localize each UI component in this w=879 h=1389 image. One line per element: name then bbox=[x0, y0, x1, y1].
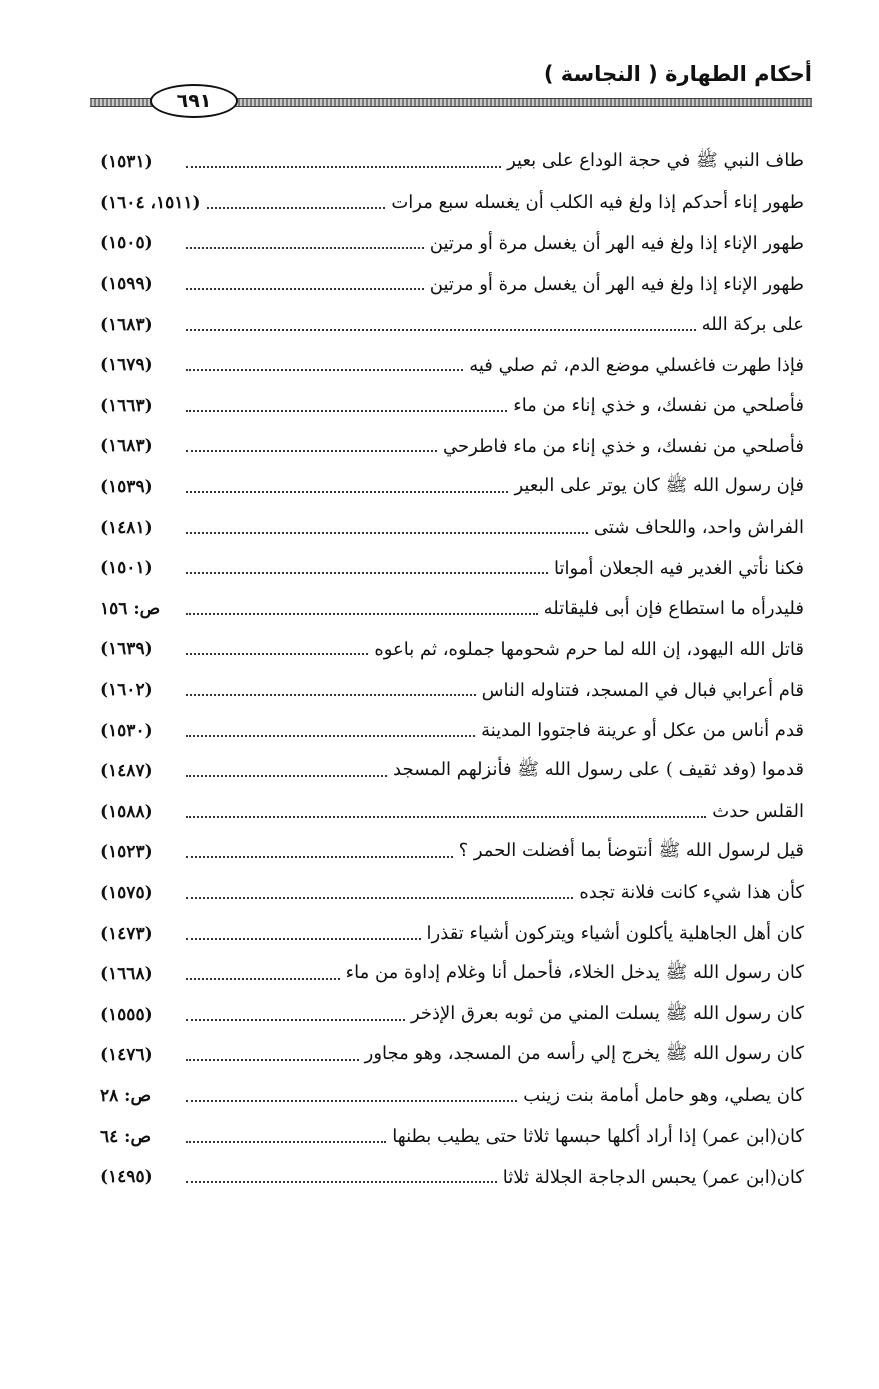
entry-reference: (١٦٧٩) bbox=[100, 355, 153, 376]
index-entry bbox=[100, 710, 804, 751]
entry-text: كان(ابن عمر) إذا أراد أكلها حبسها ثلاثا حتى يطيب بطنها bbox=[392, 1126, 804, 1148]
entry-text: كان رسول الله ﷺ يخرج إلي رأسه من المسجد، وهو مجاور bbox=[364, 1043, 804, 1065]
entry-text: على بركة الله bbox=[701, 314, 804, 336]
index-entry bbox=[100, 467, 804, 508]
entry-reference: (١٥٣١) bbox=[100, 152, 153, 173]
dot-leader bbox=[186, 369, 463, 371]
entry-reference: (١٥٧٥) bbox=[100, 882, 153, 903]
dot-leader bbox=[186, 613, 538, 615]
index-entry bbox=[100, 223, 804, 264]
hadith-index-list bbox=[100, 142, 804, 1197]
dot-leader bbox=[186, 1181, 497, 1183]
dot-leader bbox=[186, 247, 424, 249]
index-entry bbox=[100, 954, 804, 995]
index-entry bbox=[100, 507, 804, 548]
index-entry bbox=[100, 1157, 804, 1198]
entry-text: قاتل الله اليهود، إن الله لما حرم شحومها جملوه، ثم باعوه bbox=[374, 638, 804, 660]
dot-leader bbox=[207, 207, 386, 209]
entry-text: فإذا طهرت فاغسلي موضع الدم، ثم صلي فيه bbox=[469, 354, 804, 376]
entry-reference: (١٦٦٨) bbox=[100, 964, 153, 985]
dot-leader bbox=[186, 775, 387, 777]
index-entry bbox=[100, 386, 804, 427]
entry-text: كأن هذا شيء كانت فلانة تجده bbox=[579, 882, 804, 904]
dot-leader bbox=[186, 410, 507, 412]
entry-reference: (١٦٦٣) bbox=[100, 395, 153, 416]
entry-reference: (١٥٣٠) bbox=[100, 720, 153, 741]
index-entry bbox=[100, 548, 804, 589]
index-entry bbox=[100, 751, 804, 792]
entry-text: القلس حدث bbox=[712, 801, 804, 823]
entry-text: طهور الإناء إذا ولغ فيه الهر أن يغسل مرة أو مرتين bbox=[429, 232, 804, 254]
entry-text: كان رسول الله ﷺ يدخل الخلاء، فأحمل أنا وغلام إداوة من ماء bbox=[345, 962, 804, 984]
dot-leader bbox=[186, 1141, 386, 1143]
entry-reference: (١٥٠١) bbox=[100, 558, 153, 579]
dot-leader bbox=[186, 735, 475, 737]
entry-reference: (١٥٩٩) bbox=[100, 274, 153, 295]
entry-reference: (١٤٧٣) bbox=[100, 923, 153, 944]
page-number: ٦٩١ bbox=[150, 84, 238, 118]
index-entry bbox=[100, 345, 804, 386]
entry-reference: (١٦٨٣) bbox=[100, 436, 153, 457]
entry-reference: (١٤٨٧) bbox=[100, 761, 153, 782]
index-entry bbox=[100, 832, 804, 873]
index-entry bbox=[100, 670, 804, 711]
dot-leader bbox=[186, 938, 421, 940]
entry-text: طاف النبي ﷺ في حجة الوداع على بعير bbox=[507, 150, 804, 172]
index-entry bbox=[100, 304, 804, 345]
entry-text: طهور إناء أحدكم إذا ولغ فيه الكلب أن يغسله سبع مرات bbox=[391, 192, 804, 214]
entry-text: قام أعرابي فبال في المسجد، فتناوله الناس bbox=[481, 679, 804, 701]
dot-leader bbox=[186, 166, 501, 168]
index-entry bbox=[100, 792, 804, 833]
index-entry bbox=[100, 1076, 804, 1117]
dot-leader bbox=[186, 1059, 359, 1061]
entry-text: فليدرأه ما استطاع فإن أبى فليقاتله bbox=[543, 598, 804, 620]
dot-leader bbox=[186, 288, 424, 290]
index-entry bbox=[100, 264, 804, 305]
entry-reference: (١٥٣٩) bbox=[100, 477, 153, 498]
entry-reference: ص: ١٥٦ bbox=[100, 598, 161, 619]
dot-leader bbox=[186, 856, 453, 858]
entry-reference: ص: ٢٨ bbox=[100, 1085, 152, 1106]
entry-reference: (١٦٨٣) bbox=[100, 314, 153, 335]
index-entry bbox=[100, 1035, 804, 1076]
dot-leader bbox=[186, 491, 508, 493]
entry-reference: (١٤٧٦) bbox=[100, 1045, 153, 1066]
entry-text: فكنا نأتي الغدير فيه الجعلان أمواتا bbox=[553, 557, 804, 579]
entry-text: كان أهل الجاهلية يأكلون أشياء ويتركون أشياء تقذرا bbox=[426, 923, 804, 945]
entry-text: كان يصلي، وهو حامل أمامة بنت زينب bbox=[523, 1085, 804, 1107]
dot-leader bbox=[186, 572, 548, 574]
entry-reference: ص: ٦٤ bbox=[100, 1126, 152, 1147]
index-entry bbox=[100, 589, 804, 630]
dot-leader bbox=[186, 1019, 405, 1021]
dot-leader bbox=[186, 653, 368, 655]
dot-leader bbox=[186, 450, 437, 452]
entry-reference: (١٤٩٥) bbox=[100, 1167, 153, 1188]
index-entry bbox=[100, 183, 804, 224]
entry-text: الفراش واحد، واللحاف شتى bbox=[593, 517, 804, 539]
book-title: أحكام الطهارة ( النجاسة ) bbox=[543, 62, 812, 86]
entry-reference: (١٤٨١) bbox=[100, 517, 153, 538]
index-entry bbox=[100, 629, 804, 670]
index-entry bbox=[100, 142, 804, 183]
entry-reference: (١٥٠٥) bbox=[100, 233, 153, 254]
entry-text: فأصلحي من نفسك، و خذي إناء من ماء فاطرحي bbox=[443, 435, 804, 457]
entry-reference: (١٥٢٣) bbox=[100, 842, 153, 863]
index-entry bbox=[100, 994, 804, 1035]
dot-leader bbox=[186, 532, 588, 534]
entry-text: طهور الإناء إذا ولغ فيه الهر أن يغسل مرة أو مرتين bbox=[429, 273, 804, 295]
entry-reference: (١٥٥٥) bbox=[100, 1004, 153, 1025]
entry-reference: (١٥٨٨) bbox=[100, 801, 153, 822]
entry-text: قدموا (وفد ثقيف ) على رسول الله ﷺ فأنزلهم المسجد bbox=[393, 759, 804, 781]
index-entry bbox=[100, 1116, 804, 1157]
dot-leader bbox=[186, 816, 706, 818]
entry-text: قيل لرسول الله ﷺ أنتوضأ بما أفضلت الحمر ؟ bbox=[458, 840, 804, 862]
dot-leader bbox=[186, 1100, 517, 1102]
index-entry bbox=[100, 426, 804, 467]
entry-text: قدم أناس من عكل أو عرينة فاجتووا المدينة bbox=[481, 720, 804, 742]
dot-leader bbox=[186, 694, 476, 696]
entry-text: فإن رسول الله ﷺ كان يوتر على البعير bbox=[514, 475, 804, 497]
entry-text: كان(ابن عمر) يحبس الدجاجة الجلالة ثلاثا bbox=[502, 1166, 804, 1188]
entry-reference: (١٦٣٩) bbox=[100, 639, 153, 660]
entry-text: فأصلحي من نفسك، و خذي إناء من ماء bbox=[513, 395, 804, 417]
entry-text: كان رسول الله ﷺ يسلت المني من ثوبه بعرق الإذخر bbox=[410, 1002, 804, 1024]
entry-reference: (١٦٠٢) bbox=[100, 680, 153, 701]
index-entry bbox=[100, 873, 804, 914]
dot-leader bbox=[186, 329, 696, 331]
dot-leader bbox=[186, 978, 340, 980]
entry-reference: (١٥١١، ١٦٠٤) bbox=[100, 192, 201, 213]
dot-leader bbox=[186, 897, 573, 899]
page-header bbox=[90, 62, 812, 110]
index-entry bbox=[100, 913, 804, 954]
